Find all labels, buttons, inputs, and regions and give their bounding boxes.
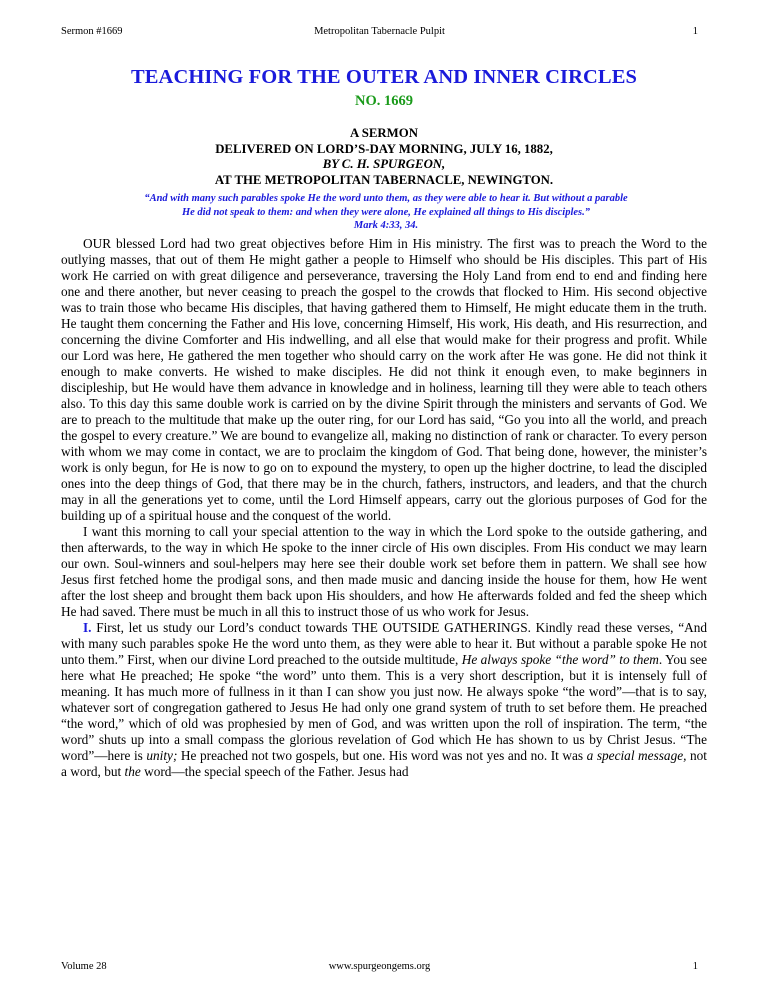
paragraph-3-emphasis-b: unity; bbox=[146, 748, 178, 763]
meta-a-sermon: A SERMON bbox=[350, 126, 418, 140]
meta-author: BY C. H. SPURGEON, bbox=[322, 157, 446, 171]
scripture-line-2: He did not speak to them: and when they were alone, He explained all things to His disciples.” bbox=[181, 206, 591, 218]
header-sermon-number: Sermon #1669 bbox=[61, 26, 123, 37]
page-header bbox=[61, 26, 698, 40]
paragraph-3-text-c: He preached not two gospels, but one. His word was not yes and no. It was bbox=[177, 748, 587, 763]
sermon-body bbox=[61, 236, 707, 780]
header-publication: Metropolitan Tabernacle Pulpit bbox=[314, 26, 445, 37]
footer-website-link[interactable]: www.spurgeongems.org bbox=[328, 961, 431, 972]
meta-delivered: DELIVERED ON LORD’S-DAY MORNING, JULY 16, 1882, bbox=[215, 141, 553, 156]
sermon-number: NO. 1669 bbox=[355, 93, 413, 109]
paragraph-3-emphasis-c: a special message, bbox=[586, 748, 687, 763]
sermon-title: TEACHING FOR THE OUTER AND INNER CIRCLES bbox=[131, 66, 637, 88]
paragraph-1: OUR blessed Lord had two great objectives before Him in His ministry. The first was to preach the Word to the outlying masses, that out of them He might gather a people to Himself who should be His disciples. This part of His work He carried on with great diligence and perseverance, traversing the Holy Land from end to end and finding here one and there another, but never ceasing to preach the gospel to the crowds that flocked to Him. His second objective was to train those who became His disciples, that having gathered them to Himself, He might educate them in the truth. He taught them concerning the Father and His love, concerning Himself, His work, His death, and His resurrection, and concerning the divine Comforter and His indwelling, and all else that would make for their progress and profit. While our Lord was here, He gathered the men together who should carry on the work after He was gone. He did not think it enough to make converts. He wished to make disciples. He did not think it enough even, to make beginners in discipleship, but He would have them advance in knowledge and in holiness, learning till they were able to teach others also. To this day this same double work is carried on by the divine Spirit through the ministers and servants of God. We are to preach to the multitude that make up the outer ring, for our Lord has said, “Go you into all the world, and preach the gospel to every creature.” We are bound to evangelize all, making no distinction of rank or character. To every person with whom we may come in contact, we are to proclaim the kingdom of God. That being done, however, the minister’s work is only begun, for He is now to go on to expound the mystery, to open up the higher doctrine, to lead the discipled ones into the deep things of God, that there may be in the church, fathers, instructors, and leaders, and that the church may in all the generations yet to come, until the Lord Himself appears, carry out the glorious purposes of God for the building up of a spiritual house and the conquest of the world. bbox=[61, 236, 707, 523]
header-page-number: 1 bbox=[692, 26, 698, 37]
section-numeral: I. bbox=[83, 620, 92, 635]
footer-volume: Volume 28 bbox=[61, 961, 107, 972]
scripture-line-1: “And with many such parables spoke He the word unto them, as they were able to hear it. But without a parable bbox=[144, 193, 628, 204]
meta-location: AT THE METROPOLITAN TABERNACLE, NEWINGTON. bbox=[214, 172, 554, 187]
paragraph-3-text-b: . You see here what He preached; He spoke “the word” unto them. This is a very short description, but it is intensely full of meaning. It has much more of fullness in it than I can show you just now. He always spoke “the word”—that is to say, whatever sort of congregation gathered to Jesus He had only one grand system of truth to set before them. He preached “the word,” which of old was prophesied by men of God, and was written upon the roll of inspiration. The term, “the word” shuts up into a small compass the glorious revelation of God which He has shown to us by Christ Jesus. “The word”—here is bbox=[61, 652, 707, 763]
scripture-reference: Mark 4:33, 34. bbox=[353, 220, 419, 231]
paragraph-3-emphasis-d: the bbox=[124, 764, 141, 779]
paragraph-3 bbox=[61, 620, 707, 780]
paragraph-3-emphasis-a: He always spoke “the word” to them bbox=[461, 652, 659, 667]
sermon-meta bbox=[0, 126, 768, 188]
paragraph-2: I want this morning to call your special attention to the way in which the Lord spoke to the outside gathering, and then afterwards, to the way in which He spoke to the inner circle of His own disciples. From His conduct we may learn our own. Soul-winners and soul-helpers may here see their double work set before them in pattern. We shall see how Jesus first fetched home the prodigal sons, and then made music and dancing inside the house for them, how He went after the lost sheep and brought them back upon His shoulders, and how He afterwards folded and fed the sheep which He had saved. There must be much in all this to instruct those of us who work for Jesus. bbox=[61, 524, 707, 619]
footer-page-number: 1 bbox=[692, 961, 698, 972]
page-footer bbox=[61, 961, 698, 975]
paragraph-3-text-d: not a word, but bbox=[61, 748, 707, 779]
scripture-text bbox=[90, 192, 682, 233]
paragraph-3-text-a: First, let us study our Lord’s conduct towards THE OUTSIDE GATHERINGS. Kindly read these verses, “And with many such parables spoke He the word unto them, as they were able to hear it. But without a parable spoke He not unto them.” First, when our divine Lord preached to the outside multitude, bbox=[61, 620, 707, 667]
paragraph-3-text-e: word—the special speech of the Father. Jesus had bbox=[140, 764, 409, 779]
